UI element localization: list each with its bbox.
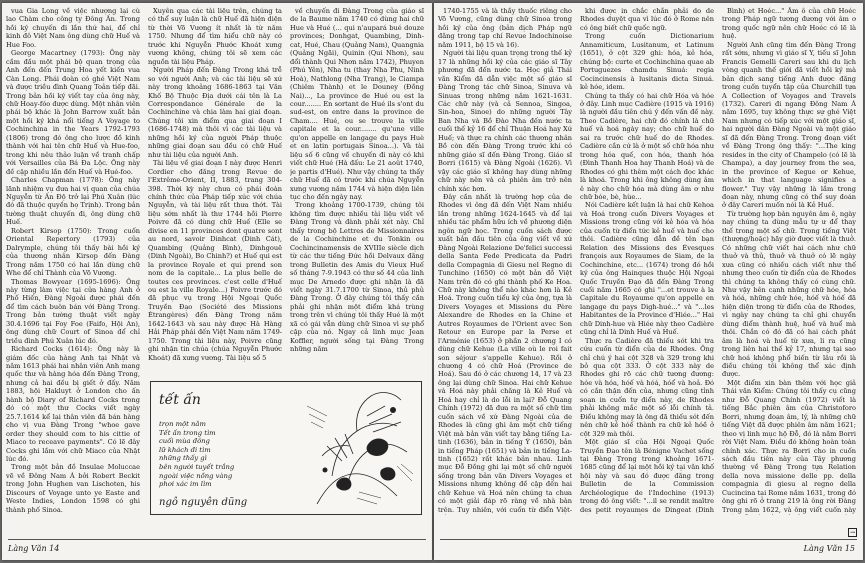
paragraph: Bình) et Hoéc..." Âm ô của chữ Hoéc trong Pháp ngữ tương đương với âm ơ trong quốc ngữ nên chữ Hoéc có lẽ là huệ. xyxy=(722,7,856,41)
poem-line: trọn một năm xyxy=(159,420,206,428)
left-page-column-1 xyxy=(6,7,140,515)
left-page xyxy=(2,3,432,560)
poem-line: phơi xác im lìm xyxy=(159,480,212,489)
paragraph: Thomas Bowyear (1695-1696): Ông này từng làm việc tại cửa hàng Anh ở Phố Hiến, Đàng Ngoài được phái đến để tìm cách buôn bán với Đàng Trong. Trong bản tường thuật viết ngày 30.4.1696 tại Foy Foe (Faifo, Hội An), ông dùng chữ Court of Sinoa để chỉ triều đình Phú Xuân lúc đó. xyxy=(6,277,140,345)
ink-sketch-illustration xyxy=(297,386,417,510)
poem-line: bên người tuyết trắng xyxy=(159,462,235,471)
paragraph: Richard Cocks (1614): Ông này là giám đốc của hàng Anh tại Nhật và năm 1613 phái hai nhân viên Anh mang quốc thư và hàng hóa đến Đàng Trong, nhưng cả hai đều bị giết ở đấy. Năm 1883, hội Hakluyt ở London cho ấn hành bộ Diary of Richard Cocks trong đó có một thư Cocks viết ngày 25.7.1614 kể lại thân viên đã bán hàng cho vị vua Đàng Trong "whoe gave order they should com to his cittie of Miaco to receave payments". Có lẽ đây Cocks ghi lầm với chữ Miaco của Nhật lúc đó. xyxy=(6,345,140,464)
poem-line: cuối mùa đông xyxy=(159,437,210,446)
paragraph: về chuyến đi Đàng Trong của giáo sĩ de la Baume năm 1740 có dùng hai chữ Hue và Hué (... qui n'aupará bué douze provinces; Donhgat, Quambing, Dinh-cat, Hué, Chau (Quảng Nam), Quangnia (Quảng Ngãi), Quinin (Qui Nhơn), sau đổi thành Qui Nhơn năm 1742), Phuyen (Phú Yên), Nha tu (thay Nha Phu, Ninh Hoà), Nathlong (Nha Trang), le Ciampa (Chiêm Thành) et le Douney (Đồng Nai)..., La province de Hué ou est la cour........ En sortant de Hué ils s'ont du sud-est, on entre dans la province de Cham.... Hué, ou se trouve la ville capitale et la cour........ qu'une ville qu'on appelle en langage du pays Huè et en latin portugais Sinoa...). Và tài liệu số 6 cũng về chuyến đi này có khi viết chữ Hué (Hà đấu: Le 21 août 1740, je partis d'Hué). Như vậy chúng ta thấy chữ Huế đã có trước khi chúa Nguyễn xưng vương năm 1744 và hiện diện liên tục cho đến ngày nay. xyxy=(290,7,424,201)
paragraph: Từ trường hợp bàn nguyên âm ê, ngày nay chúng ta dùng mẫu tự ư để thay thế trong một số chữ. Trong tiếng Việt (thượng/hoặc) hãy giờ được viết là thuở. Có những chữ viết hai cách như chữ thuở và thủ, thuở và thuở có lẽ ngày xưa cũng có nhiều cách viết như thế nhưng theo cuốn từ điển của de Rhodes thì chúng ta không thấy có cùng chữ. Như vậy bên cạnh những chữ hóe, hóa và hóá, những chữ hóe, hóế và hóế đã hiện diện trong từ điển của de Rhodes, vì ngày nay chúng ta chỉ ghi chuyển dùng điểm thành huệ, huế và huể mà thôi. Chắn có đó đã có hai cách phát âm là hoá và huế từ xưa, li ra cũng trong liên hai thế kỷ 17, nhưng tại sao chữ hoá không phổ biến từ lâu rồi là điều chúng tôi không thể xác định được. xyxy=(722,209,856,379)
left-page-column-2 xyxy=(148,7,282,375)
paragraph: Trong một bản đồ Insulae Moluccae vẽ về Đông Nam Á bởi Robert Beckit trong John Hughen van Lischoten, his Discours of Voyage unto ye Easte and Weste Indies, London 1598 có ghi thành phố Sinoa. xyxy=(6,463,140,514)
paragraph: Người tài liệu quan trọng trong thế kỷ 17 là những hồi ký của các giáo sĩ Tây phương đã đến nước ta. Học giả Thái văn Kiểm đã dẫn việc một số giáo sĩ Đàng Trong tác chữ Sinoa, Sinuva và Sinuas trong những năm 1621-1631. Các chữ này (và cả Sennoa, Singoa, Sin-hoa, Sinoe) do những người Tây Ban Nha và Bồ Đào Nha đến nước ta cuối thế kỷ 16 để chỉ Thuận Hoá hay Xứ Huế; và thực ra chính các thương nhân Bồ còn đến Đàng Trong trước khi có những giáo sĩ đến Đàng Trong. Giáo sĩ Borri (1615) và Đàng Ngoài (1626). Vì vậy các giáo sĩ không hay dùng những chữ này nên và cả phiên âm trở nên chính xác hơn. xyxy=(438,49,572,193)
continued-arrow-icon: → xyxy=(849,529,856,536)
paragraph: Nói Cadière kết luận là hai chữ Kehoa và Hoá trong cuốn Divers Voyages et Missions trong cũng với kẻ hóa và hóa của cuốn từ điển tức kẻ huế và huế cho thôi. Cadière cũng dẫn đề tên bạn Relation des Missions des Évesques françois aux Royaumes de Siam, de la Cochinchine, etc... (1674) trong đó hồi ký của ông Hainques thuộc Hội Ngoại Quốc Truyền Đạo đã đến Đàng Trong cuối năm 1665 có ghi "...et trouve à la Capitale du Royaume qu'on appelle en langage du pays Digh-hué..." và "...les Habitantes de la Province d'Hiée..." Hai chữ Dinh-hue và Hiée này theo Cadière cũng chỉ là Dinh Huế và Huế. xyxy=(580,201,714,337)
paragraph: Chúng ta thấy có hai chữ Hóa và hóe ở đây. Linh mục Cadière (1915 và 1916) là người đầu tiên chú ý đến vấn đề này. Theo Cadière, hai chữ đó chính là chữ huế và hoá ngày nay; cho chữ huế do sai ra trước chữ huế do de Rhodes. Cadière cần cứ là ở một số chữ hóa như trong hóa quế, con hóa, thanh hóa (Đình Thanh Hoa hay Thanh Hoá) và de Rhodes có ghi thêm một cách đọc khác là khoá. Trong khi ông không dùng âm ê này cho chữ hóa mà dùng âm ơ như chữ bóe, bè, hùe... xyxy=(580,91,714,201)
paragraph: Trong cuốn Dictionarium Annamiticum, Lusitanum, et Latinum (1651), ở cột 329 ghi: hóa, kẻ hóa, chúng bộ: curte et Cochinchina quae ab Portuguezes chamdu Sinuá: regia Cocincinensis à lusitanis dicta Sinuá. kẻ hóe, idem. xyxy=(580,32,714,92)
poem-line: ngoài việc nồng vàng xyxy=(159,471,233,480)
paragraph: Đây cần nhất là trường hợp của de Rhodes vì ông đã đến Việt Nam nhiều lần trong những 1624-1645 và để lại nhiều tác phẩm hữu ích về phương diện ngôn ngữ học. Trong cuốn sách được xuất bản đầu tiên của ông viết về xứ Đàng Ngoài Relazione De'felici successi della Santa Fede Predicata da Padri della Compagnia di Giesu nel Regno di Tunchino (1650) có một bản đồ Việt Nam trên đó có ghi thành phố Ke Hoa. Chữ này không thể nào khác hơn là Kẻ Hoá. Trong cuốn tiểu kỷ của ông, tựa là Divers Voyages et Missions du Père Alexandre de Rhodes en la Chine et Autres Royaumes de l'Orient avec Son Retour en Europe par la Perse et l'Arménie (1653) ở phần 2 chương I có dùng chữ Kehue (La ville où le roi fait son séjour s'appelle Kehue). Rồi ở chương 4 có chữ Hoá (Province de Hoá). Sau đó ở các chương 14, 17 và 23 ông lại dùng chữ Sinoa. Hai chữ Kehue và Hoá này phải chăng là Kẻ Huế và Hoá hay chỉ là do lỗi in lại? Đỗ Quang Chính (1972) đã đưa ra một số chữ tìm cuốn sách về xứ Đàng Ngoài của de Rhodes là cũng ghi âm một chữ tiếng Việt mà bản văn viết tay bằng tiếng La-tinh (1636), bản in tiếng Ý (1650), bản in tiếng Pháp (1651) và bản in tiếng La-tinh (1652) rất khác bản nhau. Linh mục Đỗ Đồng ghi lại một số chữ người sống trong bản văn Divers Voyages et Missions nhưng không đề cập đến hai chữ Kehue và Hoá nên chúng ta chưa có một giải đáp rõ ràng về nhà bàn trên. Tuy nhiên, với cuốn từ điển Việt- xyxy=(438,192,572,514)
poem-box xyxy=(150,381,422,515)
left-page-column-3 xyxy=(290,7,424,375)
paragraph: Một giáo sĩ của Hội Ngoại Quốc Truyền Đạo tên là Bénigne Vachet sống tại Đàng Trong trong khoảng 1671-1685 cũng để lại một hồi ký tại văn khố hội này và sau đó được đăng trong Bulletin de la Commission Archéologique de l'Indochine (1913) trong đó ông viết: "...il se rendit maître des petit royaumes de Dingeat (Dinh xyxy=(580,438,714,514)
paragraph: khi được in chắc chắn phải do de Rhodes duyệt qua vì lúc đó ở Rome nên có ông biết chữ quốc ngữ. xyxy=(580,7,714,32)
paragraph: Xuyên qua các tài liệu trên, chúng ta có thể suy luận là chữ Huế đã hiện diện từ thời Võ Vương ít nhất là từ năm 1750. Nhưng để tìm hiểu chữ này có trước khi Nguyễn Phước Khoát xưng vương không, chúng tôi sẽ xem các nguồn tài liệu Pháp. xyxy=(148,7,282,66)
poem-lines xyxy=(159,420,234,489)
right-page-column-2 xyxy=(580,7,714,515)
paragraph: George Macartney (1793): Ông này cầm đầu một phái bộ quan trọng của Anh đến đến Trung Hoa yết kiến vua Càn Long. Phái đoàn có ghé Việt Nam và được triều đình Quang Toản tiếp đãi. Trong bản hồi ký viết tay của ông này, chữ Hoay-fóo được dùng. Một nhân viên phái bộ khác là John Barrow xuất bản một hồi ký khá nổi tiếng A Voyage to Cochinchina in the Years 1792-1793 (1806) trong đó ông cho lược đồ kinh thành với hai tên chữ Huế và Hue-foo, trong khi nêu thảo luận về tranh chấp với Versailles của Bá Đa Lộc. Ông này đề cập nhiều lần đến Huế và Hué-foo. xyxy=(6,49,140,176)
right-page-column-3 xyxy=(722,7,856,515)
footer-rule xyxy=(440,539,857,540)
poem-line: những thấy gì xyxy=(159,454,207,463)
poem-author: ngô nguyên dũng xyxy=(159,497,248,508)
right-page-column-1 xyxy=(438,7,572,515)
page-number: Làng Văn 14 xyxy=(8,544,60,553)
paragraph: Robert Kirsop (1750): Trong cuốn Oriental Repertory (1793) của Dalrymple, chúng tôi thấy bài hồi ký của thương nhân Kirsop đến Đàng Trong năm 1750 có hai lần dùng chữ Whe để chỉ Thành của Võ Vương. xyxy=(6,226,140,278)
paragraph: Charles Chapman (1778): Ông này lãnh nhiệm vụ đưa hai vị quan của chúa Nguyễn từ Ấn Độ trở lại Phú Xuân (lúc đó đã thuộc quyền họ Trịnh). Trong bản tường thuật chuyến đi, ông dùng chữ Huế. xyxy=(6,176,140,227)
poem-line: Tết ấn trong tìm xyxy=(159,428,216,437)
paragraph: 1740-1755 và là thầy thuốc riêng cho Võ Vương, cũng dùng chữ Sinoa trong hồi ký của ông (bản dịch Pháp ngữ đăng trong tạp chí Revue Indochinoise năm 1911, bộ 15 và 16). xyxy=(438,7,572,49)
page-number: Làng Văn 15 xyxy=(803,544,855,553)
paragraph: Người Pháp đến Đàng Trong khá trễ so với người Anh; và các tài liệu sẽ xứ này trong khoảng 1686-1863 tại Văn Khố Bộ Thuộc Địa dưới cái tên là La Correspondance Générale de la Cochinchine và chia làm hai giai đoạn. Chúng tôi xin điểm qua giai đoạn I (1686-1748) mà thôi vì các tài liệu và những hồi ký của người Pháp thuộc những giai đoạn sau đều có chữ Huế như tài liệu của người Anh. xyxy=(148,66,282,159)
right-page xyxy=(434,3,863,560)
footer-rule xyxy=(8,539,426,540)
paragraph: vua Gia Long về việc nhượng lại cù lao Chàm cho công ty Đông Ấn. Trong hồi ký chuyến đi lần thứ hai, để chỉ kinh đô Việt Nam ông dùng chữ Huế và Hue Foo. xyxy=(6,7,140,49)
poem-title: tết ấn xyxy=(159,392,201,408)
paragraph: Người Anh cũng tìm đến Đàng Trong rất sớm, nhưng vì giáo sĩ Y, tiếu sĩ John Francis Gemelli Careri sau khi du lịch vòng quanh thế giới đã viết hồi ký mà bản dịch sang tiếng Anh được đăng trong cuốn tuyển tập của Churchill tựa A Collection of Voyages and Travels (1732). Careri đi ngang Đông Nam Á năm 1695, tuy không thực sự ghé Việt Nam nhưng có tiếp xúc với một giáo sĩ, hai người dân Đàng Ngoài và một giáo sĩ đã đến Đàng Trong. Trong đoạn viết về Đàng Trong ông thấy: "...The king resides in the city of Champelo (có lẽ là Champa), a day journey from the sea, in the province of Kegue or Kehue, which in that language signifies a flower." Tuy vậy những là lầm trong đoạn này, nhưng cũng có thể suy đoán ở đây Careri muốn nói là Kẻ Huế. xyxy=(722,40,856,210)
poem-line: lữ khách đi tìm xyxy=(159,445,211,454)
paragraph: Trong khoảng 1700-1739, chúng tôi không tìm được nhiều tài liệu viết về Đàng Trong và đành phải xét này. Chỉ thấy trong bộ Lettres de Missionnaires de la Cochinchine et du Tonkin ou Cochincinamensis de XVIIIe siècle dịch từ các thư tiếng Đức hồi Delvaux đăng trong Bulletin des Amis du Vieux Huế số tháng 7-9.1943 có thư số 44 của linh mục De Arnedo được ghi nhận là đã viết ngày 31.7.1700 từ Sinoa, thủ phủ Đàng Trong. Ở đây chúng tôi thấy cần phải ghi nhận một điểm khá trùng trong trên vì chúng tôi thấy Hué là một xã có gái vẫn dùng chữ Sinoa vì sự phổ cập của nó. Ngay cả linh mục Jean Koffler, người sống tại Đàng Trong những năm xyxy=(290,201,424,354)
paragraph: Một điểm xin bàn thêm với học giả Thái văn Kiểm: Chúng tôi thấy cụ cũng như Đỗ Quang Chính (1972) viết là tiếng Bắc phiên âm của Christoforo Borri, nhưng đoạn âm, lý, là những chữ tiếng Việt đã được phiên âm năm 1621; theo vị linh mục hộ Đỗ, đó là năm Borri rời Việt Nam. Điều đó không hoàn toàn chính xác. Thực ra Borri cho in cuốn sách đầu tiên này của Tây phương thường về Đàng Trong tựa Relation della nova missione delle pp. della compagnia di giesu al regno della Cucincina tại Rome năm 1631, trong đó ông ghi rõ ở trang 219 là ông rời Đàng Trong năm 1622, và ông viết cuốn này xyxy=(722,378,856,514)
paragraph: Tài liệu về giai đoạn I này được Henri Cordier cho đăng trong Revue de l'Extrême-Orient, II, 1883, trang 304-398. Thời kỳ này chưa có phái đoàn chính thức của Pháp tiếp xúc với chúa Nguyễn, và tài liệu rất thưa thớt. Tài liệu sớm nhất là thư 1744 hồi Pierre Poivre đã có dùng chữ Huế (Elle se divise en 11 provinces dont quatre sont au nord, savoir Dinhcat (Dinh Cát), Quambing (Quảng Bình), Dinhgouë (Dinh Ngoài), Bo Chinh?) et Huế qui est la province Royale et qui prend son nom de la capitale... La plus belle de toutes ces provinces. c'est celle d'Huế ou est la ville Royale...) Poivre trước đó đã phục vụ trong Hội Ngoại Quốc Truyền Đạo (Société des Missions Étrangères) đến Đàng Trong năm 1642-1643 và sau này được Hà Hàng Hải Pháp phái đến Việt Nam năm 1749-1750. Trong tài liệu này, Poivre cũng ghi nhận tin chúa (chúa Nguyễn Phước Khoát) đã xưng vương. Tài liệu số 5 xyxy=(148,159,282,362)
paragraph: Thực ra Cadière đã thiếu sót khi tra cứu cuốn từ điển của de Rhodes. Ông chỉ chú ý hai cột 328 và 329 trong khi bỏ qua cột 333. Ở cột 333 này de Rhodes ghi rõ các chữ tương đương: hóe và hóa, hóế và hóá, hóể và hoả. Đó có cần thận đến của, nhưng cũng tỉnh soạn in cuốn tự điển này, de Rhodes phải không mắc một số lỗi chính tả. Điều không may là ông đã thiếu sót đến nên chữ kẻ hóế thành ra chữ kẻ hóề ở cột 329 mà thôi. xyxy=(580,336,714,438)
